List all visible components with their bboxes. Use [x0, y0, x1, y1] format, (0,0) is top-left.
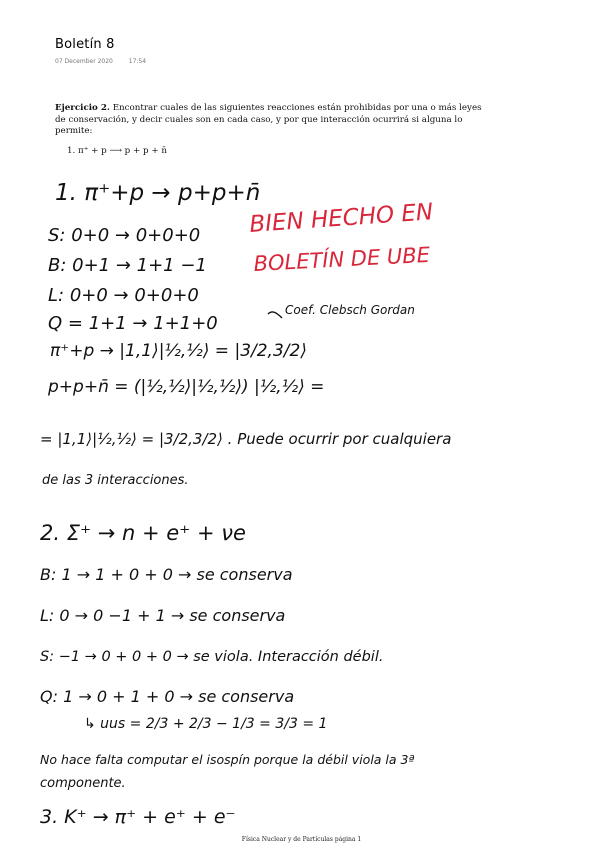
page-footer: Física Nuclear y de Partículas página 1	[241, 836, 362, 843]
hw-iso-initial: π⁺+p → |1,1⟩|½,½⟩ = |3/2,3/2⟩	[50, 341, 307, 361]
exercise-text: Encontrar cuales de las siguientes reacciones están prohibidas por una o más leyes de conservación, y decir cuales son en cada caso, y por que interacción ocurrirá si alguna lo permite:	[55, 103, 482, 136]
page-title: Boletín 8	[55, 37, 115, 52]
hw-reaction-3: 3. K⁺ → π⁺ + e⁺ + e⁻	[40, 806, 236, 828]
hw-charge-1: Q = 1+1 → 1+1+0	[48, 313, 218, 334]
hw-isospin-note: No hace falta computar el isospín porque la débil viola la 3ª	[40, 752, 415, 767]
arrow-cg-note	[268, 312, 282, 318]
hw-baryon-2: B: 1 → 1 + 0 + 0 → se conserva	[40, 565, 293, 584]
hw-iso-final: p+p+n̄ = (|½,½⟩|½,½⟩) |½,½⟩ =	[48, 377, 325, 397]
hw-iso-result: = |1,1⟩|½,½⟩ = |3/2,3/2⟩ . Puede ocurrir por cualquiera	[40, 430, 452, 448]
hw-strangeness-2: S: −1 → 0 + 0 + 0 → se viola. Interacción débil.	[40, 649, 384, 665]
exercise-label: Ejercicio 2.	[55, 103, 110, 113]
red-note-line2: BOLETÍN DE UBE	[253, 242, 431, 276]
hw-cg-note: Coef. Clebsch Gordan	[285, 303, 415, 317]
hw-strangeness-1: S: 0+0 → 0+0+0	[48, 225, 201, 246]
hw-lepton-1: L: 0+0 → 0+0+0	[48, 285, 199, 306]
note-date: 07 December 2020	[55, 58, 113, 65]
red-note-line1: BIEN HECHO EN	[248, 199, 434, 238]
hw-baryon-1: B: 0+1 → 1+1 −1	[48, 255, 207, 276]
note-time: 17:54	[128, 58, 147, 65]
hw-reaction-2: 2. Σ⁺ → n + e⁺ + νe	[40, 521, 246, 545]
hw-quark-content: ↳ uus = 2/3 + 2/3 − 1/3 = 3/3 = 1	[84, 716, 328, 732]
hw-lepton-2: L: 0 → 0 −1 + 1 → se conserva	[40, 606, 286, 625]
exercise-item-1: 1. π⁺ + p ⟶ p + p + n̄	[67, 145, 168, 156]
hw-isospin-note-2: componente.	[40, 776, 126, 791]
hw-conclusion-1: de las 3 interacciones.	[42, 473, 189, 488]
hw-charge-2: Q: 1 → 0 + 1 + 0 → se conserva	[40, 687, 295, 706]
hw-reaction-1: 1. π⁺+p → p+p+n̄	[55, 180, 261, 206]
